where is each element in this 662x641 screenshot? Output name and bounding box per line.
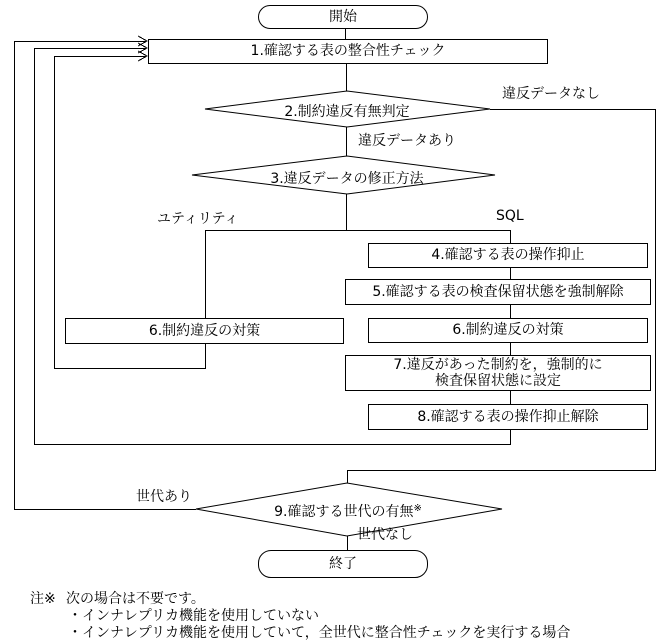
branch-label-generation-none: 世代なし (357, 527, 413, 543)
footnote-item-2: ・インナレプリカ機能を使用していて，全世代に整合性チェックを実行する場合 (68, 625, 571, 641)
end-terminal: 終了 (258, 550, 428, 578)
decision-3-label: 3.違反データの修正方法 (270, 171, 424, 187)
start-terminal: 開始 (258, 5, 428, 29)
process-box-step8: 8.確認する表の操作抑止解除 (368, 404, 648, 430)
branch-label-generation-exists: 世代あり (136, 489, 192, 505)
branch-label-utility: ユティリティ (157, 211, 239, 227)
footnote-item-1: ・インナレプリカ機能を使用していない (68, 608, 320, 624)
footnote-prefix: 注※ (30, 591, 56, 607)
process-box-step6-right: 6.制約違反の対策 (368, 318, 648, 343)
loop-generation-to-step1 (15, 42, 197, 510)
branch-label-violation-data: 違反データあり (358, 133, 456, 149)
decision-9-ref-mark: ※ (413, 503, 422, 514)
process-box-step1: 1.確認する表の整合性チェック (148, 39, 548, 64)
process-box-step5: 5.確認する表の検査保留状態を強制解除 (345, 279, 651, 305)
step7-text-line2: 検査保留状態に設定 (435, 373, 561, 389)
branch-label-no-violation-data: 違反データなし (502, 86, 600, 102)
footnote-intro: 次の場合は不要です。 (66, 591, 205, 607)
branch-label-sql: SQL (496, 208, 524, 224)
decision-9-label (194, 501, 502, 521)
process-box-step4: 4.確認する表の操作抑止 (368, 243, 648, 268)
process-box-step7 (345, 355, 651, 391)
decision-9-text: 9.確認する世代の有無 (274, 504, 414, 520)
decision-2-label: 2.制約違反有無判定 (284, 104, 410, 120)
step7-text-line1: 7.違反があった制約を，強制的に (393, 356, 603, 373)
process-box-step6-left: 6.制約違反の対策 (65, 318, 344, 344)
